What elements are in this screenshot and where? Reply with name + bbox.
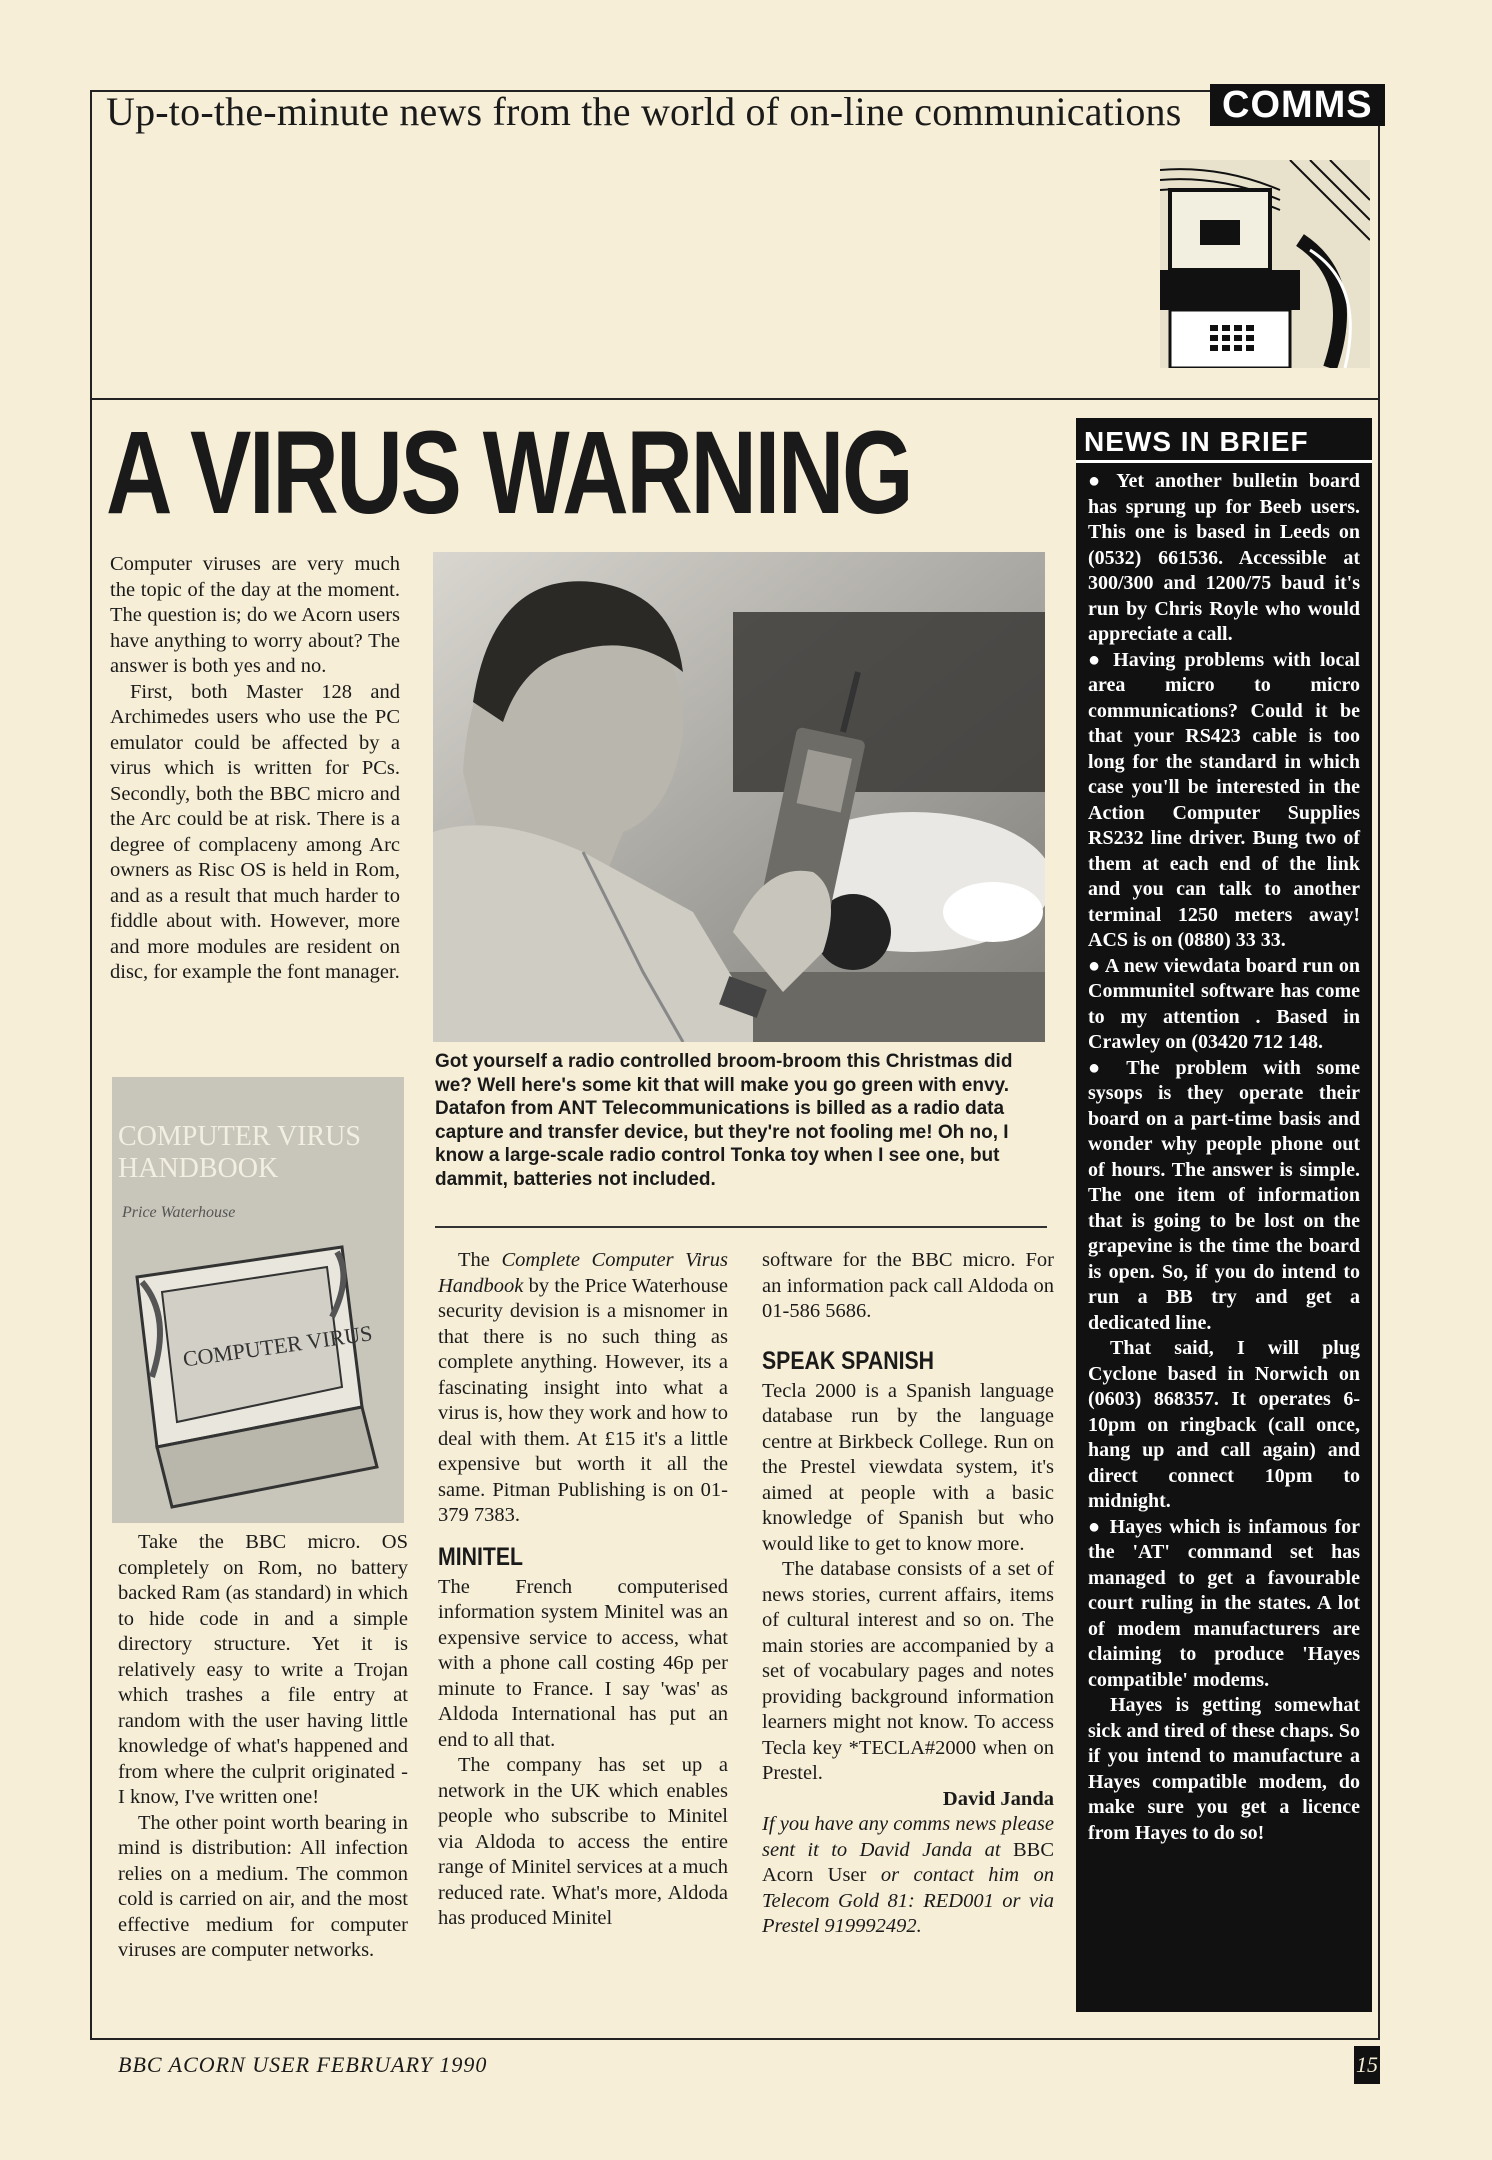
- news-item: That said, I will plug Cyclone based in Norwich on (0603) 868357. It operates 6-10pm on ringback (call once, hang up and call again) and direct connect 10pm to midnight.: [1088, 1337, 1360, 1512]
- paragraph: The French computerised information system Minitel was an expensive service to access, what with a phone call costing 46p per minute to France. I say 'was' as Aldoda International has put an end to all that.: [438, 1575, 728, 1751]
- paragraph: software for the BBC micro. For an information pack call Aldoda on 01-586 5686.: [762, 1249, 1054, 1322]
- book-title-line-2: HANDBOOK: [118, 1153, 279, 1184]
- section-header-title: Up-to-the-minute news from the world of on-line communications: [106, 89, 1182, 134]
- photo-man-with-datafon: [433, 552, 1045, 1042]
- text-run: or contact him on Telecom Gold 81: RED001 or via Prestel 919992492.: [762, 1864, 1054, 1937]
- book-screen-text: COMPUTER VIRUS: [181, 1320, 374, 1372]
- text-run: BBC Acorn User: [762, 1838, 1054, 1886]
- news-item: ● Hayes which is infamous for the 'AT' command set has managed to get a favourable court ruling in the states. A lot of modem manufacturers are claiming to produce 'Hayes compatible' modems.: [1088, 1515, 1360, 1691]
- news-in-brief-panel: [1076, 418, 1372, 2012]
- page-number: 15: [1354, 2046, 1380, 2084]
- news-item: ● A new viewdata board run on Communitel software has come to my attention . Based in Crawley on (03420 712 148.: [1088, 954, 1360, 1053]
- author-credit: David Janda: [942, 1787, 1054, 1810]
- footer-publication: BBC ACORN USER FEBRUARY 1990: [118, 2052, 488, 2077]
- news-item: ● The problem with some sysops is they operate their board on a part-time basis and wonder why people phone out of hours. The answer is simple. The one item of information that is going to be lost on the grapevine is the time the board is open. So, if you do intend to run a BB try and get a dedicated line.: [1088, 1056, 1360, 1334]
- paragraph: The other point worth bearing in mind is distribution: All infection relies on a medium. The common cold is carried on air, and the most effective medium for computer viruses are computer networks.: [118, 1811, 408, 1961]
- contact-note: [762, 1812, 1054, 1940]
- news-in-brief-body: [1088, 469, 1360, 1846]
- article-column-3: [762, 1248, 1054, 1940]
- article-column-1-top: [110, 552, 400, 986]
- computer-terminal-illustration: [1160, 160, 1370, 368]
- article-column-2: [438, 1248, 728, 1932]
- caption-divider: [435, 1226, 1047, 1228]
- article-title: A VIRUS WARNING: [106, 407, 912, 539]
- paragraph: The company has set up a network in the UK which enables people who subscribe to Minitel via Aldoda to access the entire range of Minitel services at a much reduced rate. What's more, Aldoda has produced Minitel: [438, 1754, 728, 1929]
- text-run: The: [458, 1249, 502, 1271]
- paragraph: [438, 1248, 728, 1529]
- text-run: If you have any comms news please sent it to David Janda at: [762, 1813, 1054, 1861]
- text-run: by the Price Waterhouse security devision is a misnomer in that there is no such thing as complete anything. However, its a fascinating insight into what a virus is, how they work and how to deal with them. At £15 it's a little expensive but worth it all the same. Pitman Publishing is on 01-379 7383.: [438, 1274, 728, 1526]
- book-title: Complete Computer Virus Handbook: [438, 1249, 729, 1297]
- news-item: Hayes is getting somewhat sick and tired of these chaps. So if you intend to manufacture a Hayes compatible modem, do make sure you get a licence from Hayes to do so!: [1088, 1694, 1360, 1844]
- paragraph: Take the BBC micro. OS completely on Rom, no battery backed Ram (as standard) in which to hide code in and a simple directory structure. Yet it is relatively easy to write a Trojan which trashes a file entry at random with the user having little knowledge of what's happened and from where the culprit originated - I know, I've written one!: [118, 1531, 408, 1808]
- paragraph: First, both Master 128 and Archimedes users who use the PC emulator could be affected by a virus which is written for PCs. Secondly, both the BBC micro and the Arc could be at risk. There is a degree of complaceny among Arc owners as Risc OS is held in Rom, and as a result that much harder to fiddle about with. However, more and more modules are resident on disc, for example the font manager.: [110, 680, 400, 983]
- news-item: ● Having problems with local area micro to micro communications? Could it be that your RS423 cable is too long for the standard in which case you'll be interested in the Action Computer Supplies RS232 line driver. Bung two of them at each end of the link and you can talk to another terminal 1250 meters away! ACS is on (0880) 33 33.: [1088, 648, 1360, 951]
- paragraph: Tecla 2000 is a Spanish language database run by the language centre at Birkbeck College. Run on the Prestel viewdata system, it's aimed at people with a basic knowledge of Spanish but who would like to get to know more.: [762, 1379, 1054, 1555]
- comms-badge: COMMS: [1210, 84, 1385, 126]
- subheading-minitel: MINITEL: [438, 1542, 523, 1571]
- photo-caption: Got yourself a radio controlled broom-broom this Christmas did we? Well here's some kit that will make you go green with envy. Datafon from ANT Telecommunications is billed as a radio data capture and transfer device, but they're not fooling me! Oh no, I know a large-scale radio control Tonka toy when I see one, but dammit, batteries not included.: [435, 1051, 1013, 1190]
- paragraph: Computer viruses are very much the topic of the day at the moment. The question is; do we Acorn users have anything to worry about? The answer is both yes and no.: [110, 553, 400, 677]
- news-in-brief-title: NEWS IN BRIEF: [1076, 424, 1372, 463]
- book-title-line-1: COMPUTER VIRUS: [118, 1121, 361, 1152]
- news-item: ● Yet another bulletin board has sprung up for Beeb users. This one is based in Leeds on (0532) 661536. Accessible at 300/300 and 1200/75 baud it's run by Chris Royle who would appreciate a call.: [1088, 470, 1360, 645]
- book-cover-image: [112, 1077, 404, 1523]
- article-column-1-bottom: [118, 1530, 408, 1964]
- book-publisher: Price Waterhouse: [122, 1204, 236, 1221]
- subheading-speak-spanish: SPEAK SPANISH: [762, 1346, 935, 1375]
- paragraph: The database consists of a set of news stories, current affairs, items of cultural interest and so on. The main stories are accompanied by a set of vocabulary pages and notes providing background information learners might not know. To access Tecla key *TECLA#2000 when on Prestel.: [762, 1558, 1054, 1784]
